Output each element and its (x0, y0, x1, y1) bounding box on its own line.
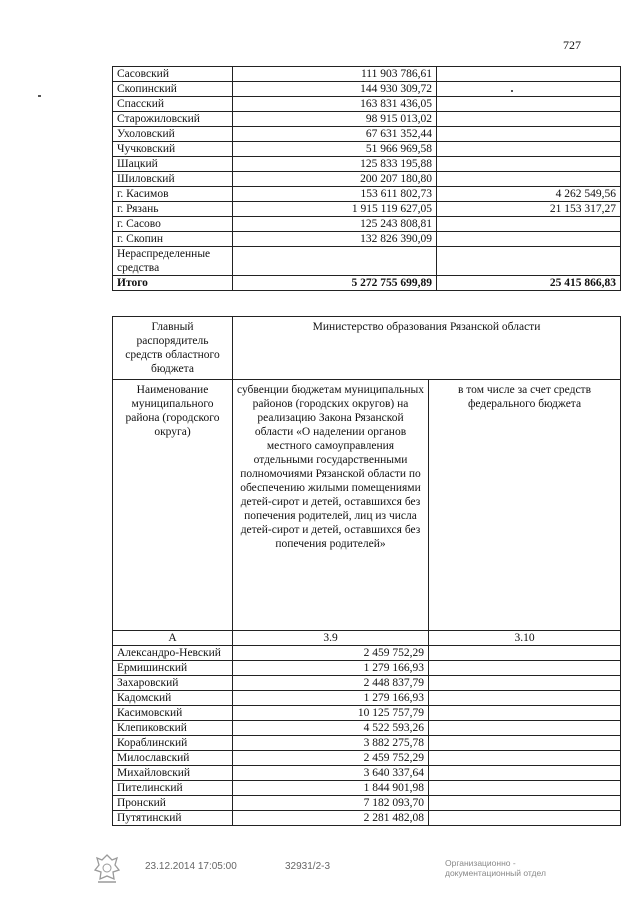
table-row (113, 202, 621, 217)
table-row (113, 112, 621, 127)
district-name: Касимовский (113, 706, 233, 721)
amount-value: 67 631 352,44 (233, 127, 437, 142)
district-name: Скопинский (113, 82, 233, 97)
footer-dept-line-2: документационный отдел (445, 868, 546, 878)
district-name: Путятинский (113, 811, 233, 826)
amount-value: 1 844 901,98 (233, 781, 429, 796)
total-label: Итого (113, 276, 233, 291)
district-name: г. Скопин (113, 232, 233, 247)
budget-table-upper (112, 66, 621, 291)
col-a-code: А (113, 631, 233, 646)
district-name: Шиловский (113, 172, 233, 187)
district-name: Кораблинский (113, 736, 233, 751)
budget-table-lower (112, 316, 621, 826)
amount-value: 200 207 180,80 (233, 172, 437, 187)
footer-dept-line-1: Организационно - (445, 858, 516, 868)
amount-value: 2 281 482,08 (233, 811, 429, 826)
table-row (113, 811, 621, 826)
page-number: 727 (563, 38, 581, 52)
table-row (113, 706, 621, 721)
federal-value (429, 751, 621, 766)
empty-cell (233, 247, 437, 276)
federal-value (429, 781, 621, 796)
col-a-header: Наименование муниципального района (городского округа) (113, 380, 233, 631)
federal-value (429, 646, 621, 661)
table-row (113, 157, 621, 172)
federal-value (437, 172, 621, 187)
district-name: Пронский (113, 796, 233, 811)
scan-speck (511, 90, 513, 92)
table-row (113, 676, 621, 691)
federal-value (437, 127, 621, 142)
table-row (113, 82, 621, 97)
district-name: Шацкий (113, 157, 233, 172)
footer-department (445, 858, 546, 878)
district-name: Сасовский (113, 67, 233, 82)
amount-value: 4 522 593,26 (233, 721, 429, 736)
federal-value (429, 706, 621, 721)
undistributed-label (113, 247, 233, 276)
federal-value (429, 721, 621, 736)
federal-value (437, 67, 621, 82)
col-b-code: 3.9 (233, 631, 429, 646)
district-name: Милославский (113, 751, 233, 766)
amount-value: 2 459 752,29 (233, 751, 429, 766)
federal-value (437, 97, 621, 112)
table-row (113, 766, 621, 781)
federal-value (437, 82, 621, 97)
district-name: г. Рязань (113, 202, 233, 217)
amount-value: 51 966 969,58 (233, 142, 437, 157)
total-federal: 25 415 866,83 (437, 276, 621, 291)
federal-value (429, 811, 621, 826)
federal-value (437, 112, 621, 127)
table-row (113, 661, 621, 676)
amount-value: 163 831 436,05 (233, 97, 437, 112)
table-row (113, 751, 621, 766)
federal-value (429, 676, 621, 691)
amount-value: 1 279 166,93 (233, 661, 429, 676)
district-name: Александро-Невский (113, 646, 233, 661)
col-b-header: субвенции бюджетам муниципальных районов (городских округов) на реализацию Закона Рязанской области «О наделении органов местного самоуправления отдельными государственными полномочиями Рязанской области по обеспечению жилыми помещениями детей-сирот и детей, оставшихся без попечения родителей, лиц из числа детей-сирот и детей, оставшихся без попечения родителей» (233, 380, 429, 631)
amount-value: 2 448 837,79 (233, 676, 429, 691)
undistributed-label-line: Нераспределенные (117, 248, 211, 260)
federal-value (429, 766, 621, 781)
district-name: Пителинский (113, 781, 233, 796)
district-name: Спасский (113, 97, 233, 112)
table-row (113, 721, 621, 736)
federal-value (429, 796, 621, 811)
table-row (113, 781, 621, 796)
scan-speck (38, 95, 41, 97)
table-row (113, 796, 621, 811)
column-codes-row (113, 631, 621, 646)
table-row (113, 172, 621, 187)
amount-value: 125 243 808,81 (233, 217, 437, 232)
amount-value: 153 611 802,73 (233, 187, 437, 202)
district-name: Чучковский (113, 142, 233, 157)
federal-value (437, 142, 621, 157)
col-c-code: 3.10 (429, 631, 621, 646)
empty-cell (437, 247, 621, 276)
table-row (113, 646, 621, 661)
district-name: Захаровский (113, 676, 233, 691)
amount-value: 125 833 195,88 (233, 157, 437, 172)
footer-timestamp: 23.12.2014 17:05:00 (145, 861, 237, 872)
amount-value: 1 915 119 627,05 (233, 202, 437, 217)
undistributed-row (113, 247, 621, 276)
federal-value: 4 262 549,56 (437, 187, 621, 202)
district-name: Ермишинский (113, 661, 233, 676)
amount-value: 10 125 757,79 (233, 706, 429, 721)
amount-value: 1 279 166,93 (233, 691, 429, 706)
federal-value (429, 736, 621, 751)
table-row (113, 232, 621, 247)
total-row (113, 276, 621, 291)
amount-value: 3 882 275,78 (233, 736, 429, 751)
federal-value (437, 157, 621, 172)
district-name: Кадомский (113, 691, 233, 706)
table-row (113, 187, 621, 202)
table-row (113, 67, 621, 82)
header-row-columns (113, 380, 621, 631)
federal-value (429, 691, 621, 706)
amount-value: 7 182 093,70 (233, 796, 429, 811)
district-name: г. Касимов (113, 187, 233, 202)
table-row (113, 217, 621, 232)
district-name: Ухоловский (113, 127, 233, 142)
amount-value: 3 640 337,64 (233, 766, 429, 781)
district-name: г. Сасово (113, 217, 233, 232)
footer-doc-id: 32931/2-3 (285, 861, 331, 872)
federal-value (429, 661, 621, 676)
federal-value (437, 232, 621, 247)
table-row (113, 691, 621, 706)
district-name: Михайловский (113, 766, 233, 781)
undistributed-label-line: средства (117, 262, 160, 274)
amount-value: 111 903 786,61 (233, 67, 437, 82)
table-row (113, 127, 621, 142)
table-row (113, 97, 621, 112)
emblem-stamp-icon (92, 852, 122, 886)
table-row (113, 736, 621, 751)
main-manager-header: Главный распорядитель средств областного бюджета (113, 317, 233, 380)
ministry-name: Министерство образования Рязанской области (233, 317, 621, 380)
table-row (113, 142, 621, 157)
col-c-header: в том числе за счет средств федерального бюджета (429, 380, 621, 631)
header-row-manager (113, 317, 621, 380)
amount-value: 98 915 013,02 (233, 112, 437, 127)
amount-value: 2 459 752,29 (233, 646, 429, 661)
amount-value: 144 930 309,72 (233, 82, 437, 97)
federal-value (437, 217, 621, 232)
district-name: Старожиловский (113, 112, 233, 127)
amount-value: 132 826 390,09 (233, 232, 437, 247)
total-value: 5 272 755 699,89 (233, 276, 437, 291)
federal-value: 21 153 317,27 (437, 202, 621, 217)
district-name: Клепиковский (113, 721, 233, 736)
